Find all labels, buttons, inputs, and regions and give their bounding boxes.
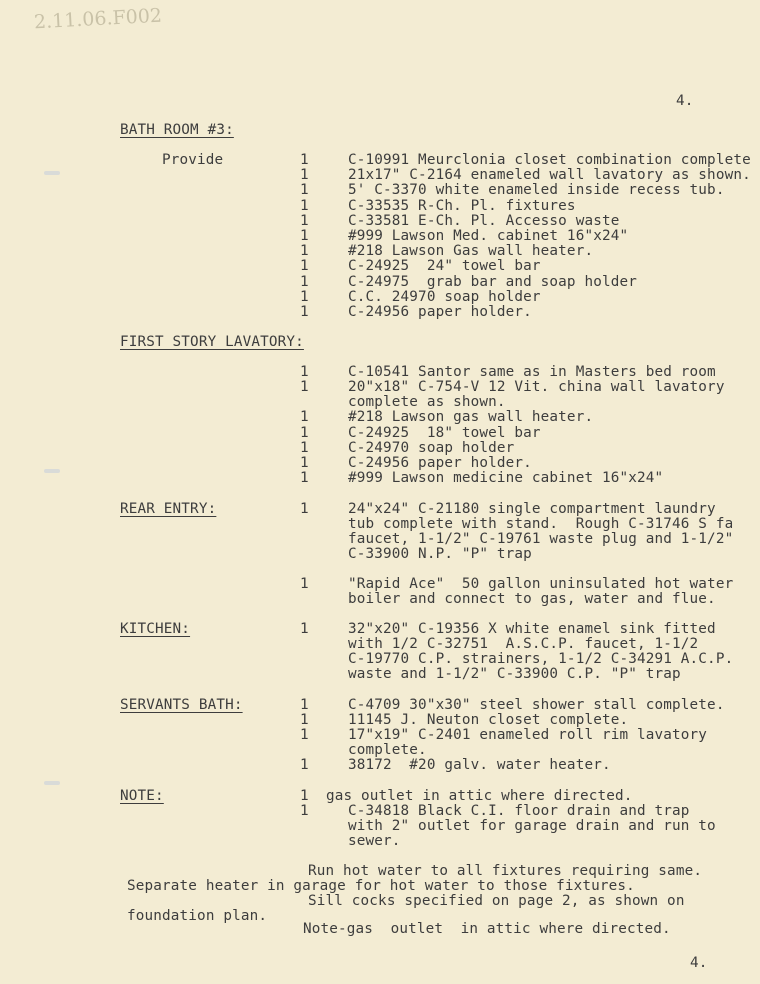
item-qty: 1: [300, 409, 309, 425]
item-text: C-10991 Meurclonia closet combination complete: [348, 152, 751, 168]
item-text: C-34818 Black C.I. floor drain and trap: [348, 803, 690, 819]
item-qty: 1: [300, 621, 309, 637]
footer-line: Sill cocks specified on page 2, as shown on: [308, 893, 685, 909]
item-qty: 1: [300, 425, 309, 441]
item-qty: 1: [300, 788, 309, 804]
item-text: 20"x18" C-754-V 12 Vit. china wall lavatory: [348, 379, 725, 395]
item-qty: 1: [300, 440, 309, 456]
item-text: faucet, 1-1/2" C-19761 waste plug and 1-1/2": [348, 531, 734, 547]
item-qty: 1: [300, 757, 309, 773]
provide-label: Provide: [162, 152, 224, 168]
heading-first-story-lavatory: FIRST STORY LAVATORY:: [120, 334, 304, 350]
item-text: C-19770 C.P. strainers, 1-1/2 C-34291 A.C.P.: [348, 651, 734, 667]
item-qty: 1: [300, 152, 309, 168]
footer-line: Run hot water to all fixtures requiring same.: [308, 863, 703, 879]
item-text: "Rapid Ace" 50 gallon uninsulated hot water: [348, 576, 734, 592]
heading-rear-entry: REAR ENTRY:: [120, 501, 217, 517]
item-text: boiler and connect to gas, water and flue.: [348, 591, 716, 607]
item-text: #999 Lawson Med. cabinet 16"x24": [348, 228, 629, 244]
item-text: C-33535 R-Ch. Pl. fixtures: [348, 198, 576, 214]
item-qty: 1: [300, 304, 309, 320]
item-text: 5' C-3370 white enameled inside recess tub.: [348, 182, 725, 198]
item-qty: 1: [300, 712, 309, 728]
heading-bath-room-3: BATH ROOM #3:: [120, 122, 234, 138]
item-text: 11145 J. Neuton closet complete.: [348, 712, 629, 728]
footer-line: foundation plan.: [127, 908, 268, 924]
item-qty: 1: [300, 167, 309, 183]
item-text: complete.: [348, 742, 427, 758]
item-text: complete as shown.: [348, 394, 506, 410]
item-qty: 1: [300, 198, 309, 214]
item-text: C-24925 18" towel bar: [348, 425, 541, 441]
punch-hole-mark: [44, 469, 60, 473]
item-text: C-24956 paper holder.: [348, 455, 532, 471]
item-qty: 1: [300, 258, 309, 274]
item-text: C-33900 N.P. "P" trap: [348, 546, 532, 562]
item-text: tub complete with stand. Rough C-31746 S fa: [348, 516, 734, 532]
item-qty: 1: [300, 576, 309, 592]
item-qty: 1: [300, 182, 309, 198]
item-text: C-24970 soap holder: [348, 440, 515, 456]
punch-hole-mark: [44, 781, 60, 785]
item-text: C-24975 grab bar and soap holder: [348, 274, 637, 290]
item-text: C-24925 24" towel bar: [348, 258, 541, 274]
item-qty: 1: [300, 697, 309, 713]
item-text: C-33581 E-Ch. Pl. Accesso waste: [348, 213, 620, 229]
item-qty: 1: [300, 213, 309, 229]
item-qty: 1: [300, 228, 309, 244]
item-qty: 1: [300, 379, 309, 395]
stamp-mark: 2.11.06.F002: [33, 4, 163, 34]
item-qty: 1: [300, 727, 309, 743]
item-qty: 1: [300, 274, 309, 290]
item-text: 21x17" C-2164 enameled wall lavatory as shown.: [348, 167, 751, 183]
item-text: 38172 #20 galv. water heater.: [348, 757, 611, 773]
heading-note: NOTE:: [120, 788, 164, 804]
item-text: with 2" outlet for garage drain and run to: [348, 818, 716, 834]
item-text: C-24956 paper holder.: [348, 304, 532, 320]
item-text: 32"x20" C-19356 X white enamel sink fitted: [348, 621, 716, 637]
item-text: #999 Lawson medicine cabinet 16"x24": [348, 470, 664, 486]
item-text: 17"x19" C-2401 enameled roll rim lavatory: [348, 727, 708, 743]
heading-servants-bath: SERVANTS BATH:: [120, 697, 243, 713]
item-qty: 1: [300, 455, 309, 471]
item-text: #218 Lawson Gas wall heater.: [348, 243, 594, 259]
item-text: with 1/2 C-32751 A.S.C.P. faucet, 1-1/2: [348, 636, 699, 652]
item-text: 24"x24" C-21180 single compartment laundry: [348, 501, 716, 517]
item-qty: 1: [300, 289, 309, 305]
item-text: C.C. 24970 soap holder: [348, 289, 541, 305]
item-text: #218 Lawson gas wall heater.: [348, 409, 594, 425]
footer-line: Separate heater in garage for hot water to those fixtures.: [127, 878, 635, 894]
item-qty: 1: [300, 243, 309, 259]
heading-kitchen: KITCHEN:: [120, 621, 191, 637]
item-text: C-4709 30"x30" steel shower stall complete.: [348, 697, 725, 713]
punch-hole-mark: [44, 171, 60, 175]
item-text: waste and 1-1/2" C-33900 C.P. "P" trap: [348, 666, 681, 682]
footer-line: Note-gas outlet in attic where directed.: [303, 921, 671, 937]
page-number-top: 4.: [676, 93, 694, 109]
item-qty: 1: [300, 364, 309, 380]
item-qty: 1: [300, 470, 309, 486]
item-qty: 1: [300, 803, 309, 819]
page-number-bottom: 4.: [690, 955, 708, 971]
item-qty: 1: [300, 501, 309, 517]
item-text: sewer.: [348, 833, 401, 849]
item-text: C-10541 Santor same as in Masters bed room: [348, 364, 716, 380]
item-text: gas outlet in attic where directed.: [326, 788, 633, 804]
